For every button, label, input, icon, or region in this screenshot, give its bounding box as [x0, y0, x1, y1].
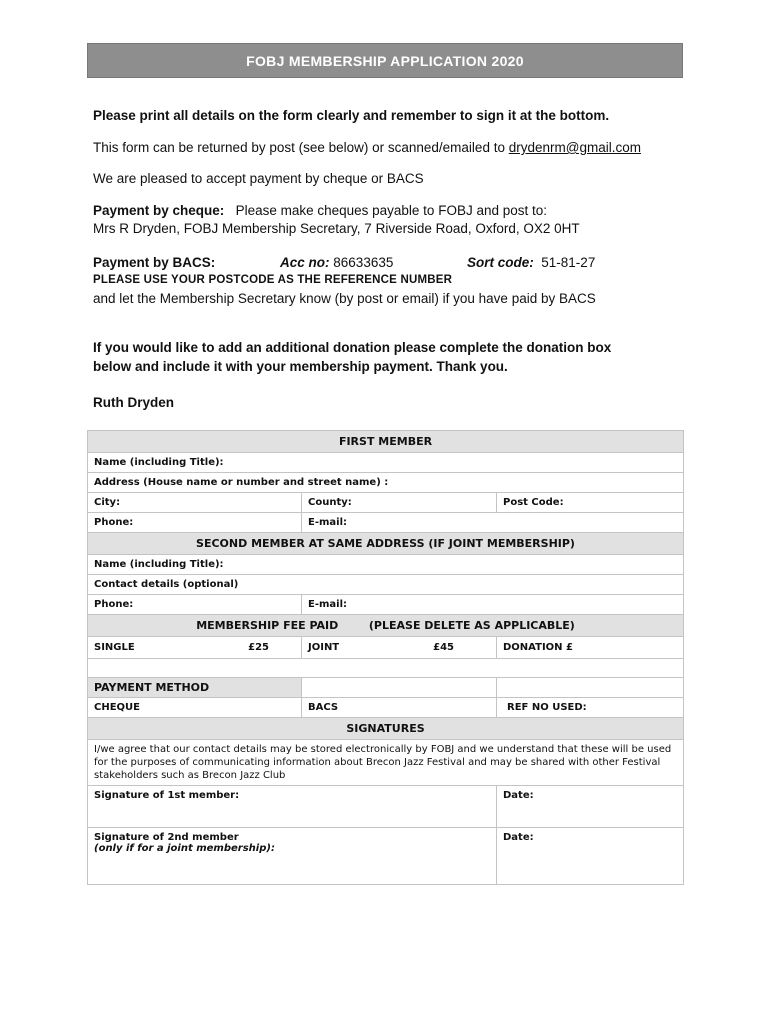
email2-field[interactable]: E-mail: [302, 595, 684, 615]
signature-2-field[interactable] [88, 828, 497, 885]
signature-2-note: (only if for a joint membership): [94, 843, 275, 854]
acc-label: Acc no: [280, 255, 330, 270]
joint-option[interactable] [302, 637, 497, 659]
cheque-option[interactable]: CHEQUE [88, 698, 302, 718]
sort-value: 51-81-27 [541, 255, 596, 270]
signoff: Ruth Dryden [93, 395, 174, 410]
payment-blank-2 [497, 678, 684, 698]
first-member-header: FIRST MEMBER [88, 431, 684, 453]
bacs-option[interactable]: BACS [302, 698, 497, 718]
joint-price: £45 [433, 642, 454, 653]
donation-line-1: If you would like to add an additional donation please complete the donation box [93, 340, 612, 355]
return-line [93, 140, 641, 155]
postal-address: Mrs R Dryden, FOBJ Membership Secretary, 7 Riverside Road, Oxford, OX2 0HT [93, 221, 580, 236]
phone-field[interactable]: Phone: [88, 513, 302, 533]
donation-line-2: below and include it with your membership payment. Thank you. [93, 359, 508, 374]
name-field[interactable]: Name (including Title): [88, 453, 684, 473]
spacer-row [88, 659, 684, 678]
city-field[interactable]: City: [88, 493, 302, 513]
form-title: FOBJ MEMBERSHIP APPLICATION 2020 [87, 43, 683, 78]
single-option[interactable] [88, 637, 302, 659]
acc-no [280, 255, 393, 270]
postcode-field[interactable]: Post Code: [497, 493, 684, 513]
fee-note: (PLEASE DELETE AS APPLICABLE) [368, 619, 575, 632]
cheque-text: Please make cheques payable to FOBJ and post to: [235, 203, 547, 218]
acc-value: 86633635 [333, 255, 394, 270]
payment-blank-1 [302, 678, 497, 698]
single-label: SINGLE [94, 642, 135, 653]
donation-field[interactable]: DONATION £ [497, 637, 684, 659]
phone2-field[interactable]: Phone: [88, 595, 302, 615]
fee-paid-label: MEMBERSHIP FEE PAID [196, 619, 339, 632]
email-field[interactable]: E-mail: [302, 513, 684, 533]
date-2-field[interactable]: Date: [497, 828, 684, 885]
bacs-note: and let the Membership Secretary know (by post or email) if you have paid by BACS [93, 291, 596, 306]
second-member-header: SECOND MEMBER AT SAME ADDRESS (IF JOINT MEMBERSHIP) [88, 533, 684, 555]
joint-label: JOINT [308, 642, 340, 653]
sort-code [467, 255, 595, 270]
signatures-header: SIGNATURES [88, 718, 684, 740]
contact-field[interactable]: Contact details (optional) [88, 575, 684, 595]
consent-text: I/we agree that our contact details may be stored electronically by FOBJ and we understand that these will be used for the purposes of communicating information about Brecon Jazz Festival and may be shared with other Festival stakeholders such as Brecon Jazz Club [88, 740, 684, 786]
bacs-label: Payment by BACS: [93, 255, 216, 270]
cheque-label: Payment by cheque: [93, 203, 225, 218]
bacs-line [93, 255, 215, 270]
name2-field[interactable]: Name (including Title): [88, 555, 684, 575]
return-text: This form can be returned by post (see below) or scanned/emailed to [93, 140, 509, 155]
ref-no-field[interactable]: REF NO USED: [497, 698, 684, 718]
sort-label: Sort code: [467, 255, 534, 270]
cheque-line [93, 203, 547, 218]
date-1-field[interactable]: Date: [497, 786, 684, 828]
print-notice: Please print all details on the form clearly and remember to sign it at the bottom. [93, 108, 610, 123]
county-field[interactable]: County: [302, 493, 497, 513]
payment-accept: We are pleased to accept payment by cheque or BACS [93, 171, 424, 186]
signature-1-field[interactable]: Signature of 1st member: [88, 786, 497, 828]
signature-2-label: Signature of 2nd member [94, 832, 239, 843]
membership-form [87, 430, 684, 885]
email-link[interactable]: drydenrm@gmail.com [508, 140, 641, 155]
fee-header [88, 615, 684, 637]
address-field[interactable]: Address (House name or number and street name) : [88, 473, 684, 493]
payment-method-header: PAYMENT METHOD [88, 678, 302, 698]
reference-note: PLEASE USE YOUR POSTCODE AS THE REFERENCE NUMBER [93, 274, 453, 286]
single-price: £25 [248, 642, 269, 653]
